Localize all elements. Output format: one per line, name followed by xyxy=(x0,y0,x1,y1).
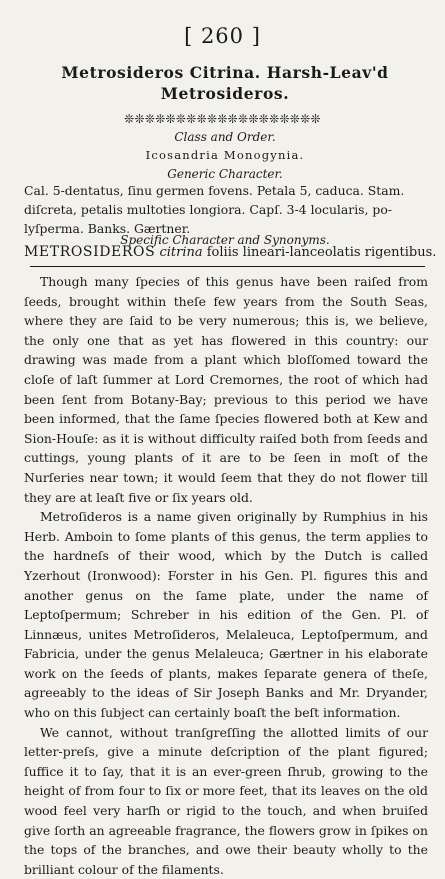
paragraph-3: We cannot, without tranſgreſſing the allotted limits of our letter-preſs, give a minute deſcription of the plant figured; ſuffice it to ſay, that it is an ever-green ſhrub, growing to the height of from four to ſix or more feet, that its leaves on the old wood feel very harſh or rigid to the touch, and when bruiſed give ſorth an agreeable fragrance, the flowers grow in ſpikes on the tops of the branches, and owe their beauty wholly to the brilliant colour of the filaments. xyxy=(24,724,428,877)
title-line-1: Metrosideros Citrina. Harsh-Leav'd xyxy=(61,63,389,82)
ornament-rule: ❊❊❊❊❊❊❊❊❊❊❊❊❊❊❊❊❊❊❊ xyxy=(124,112,321,126)
generic-line-3: lyſperma. Banks. Gærtner. xyxy=(24,221,191,236)
specific-species: citrina xyxy=(159,245,203,260)
specific-description: foliis lineari-lanceolatis rigentibus. xyxy=(206,245,437,260)
generic-line-1: Cal. 5-dentatus, ſinu germen fovens. Petala 5, caduca. Stam. xyxy=(24,183,405,198)
page-number: [ 260 ] xyxy=(184,24,261,48)
divider-rule xyxy=(30,266,425,267)
class-heading: Class and Order. xyxy=(174,130,276,144)
class-value: Icosandria Monogynia. xyxy=(145,148,305,162)
paragraph-2: Metroſideros is a name given originally by Rumphius in his Herb. Amboin to ſome plants of this genus, the term applies to the hardneſs of their wood, which by the Dutch is called Yzerhout (Ironwood): Forster in his Gen. Pl. figures this and another genus on the ſame plate, under the name of Leptoſpermum; Schreber in his edition of the Gen. Pl. of Linnæus, unites Metroſideros, Melaleuca, Leptoſpermum, and Fabricia, under the genus Melaleuca; Gærtner in his elaborate work on the ſeeds of plants, makes ſeparate genera of theſe, agreeably to the ideas of Sir Joseph Banks and Mr. Dryander, who on this ſubject can certainly boaſt the beſt information. xyxy=(24,509,428,721)
specific-genus: METROSIDEROS xyxy=(24,244,156,260)
main-text xyxy=(24,272,428,879)
paragraph-1: Though many ſpecies of this genus have been raiſed from ſeeds, brought within theſe few years from the South Seas, where they are ſaid to be very numerous; this is, we believe, the only one that as yet has flowered in this country: our drawing was made from a plant which bloſſomed toward the cloſe of laſt ſummer at Lord Cremornes, the root of which had been ſent from Botany-Bay; previous to this period we have been informed, that the ſame ſpecies flowered both at Kew and Sion-Houſe: as it is without difficulty raiſed both from ſeeds and cuttings, young plants of it are to be ſeen in moſt of the Nurſeries near town; it would ſeem that they do not flower till they are at leaſt five or ſix years old. xyxy=(24,274,428,505)
generic-line-2: diſcreta, petalis multoties longiora. Capſ. 3-4 locularis, po- xyxy=(24,202,392,217)
specific-heading: Specific Character and Synonyms. xyxy=(120,233,330,247)
generic-heading: Generic Character. xyxy=(167,167,283,181)
title-line-2: Metrosideros. xyxy=(160,84,290,103)
specific-character xyxy=(24,244,437,260)
plant-title xyxy=(20,62,430,104)
